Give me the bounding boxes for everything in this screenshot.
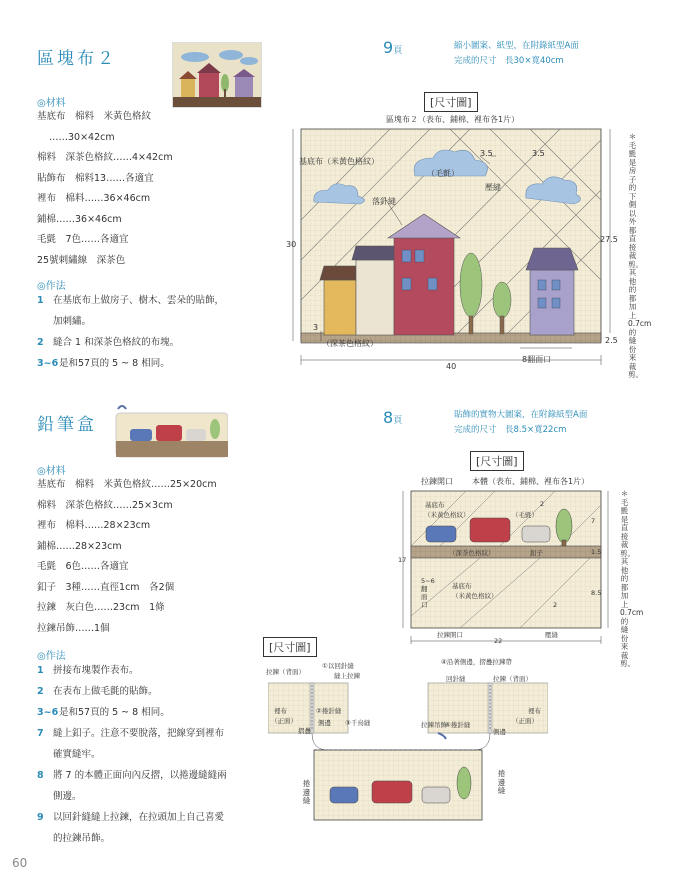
diagram2-button-label: 釦子: [530, 549, 543, 557]
diagram3-step1b: 縫上拉鍊: [334, 672, 360, 680]
step-item: 1 在基底布上做房子、樹木、雲朵的貼飾，: [37, 295, 225, 306]
project1-method-heading: ◎作法: [37, 281, 66, 292]
diagram3-side2: 側邊: [493, 728, 506, 736]
diagram2-back-stitch: 壓縫: [545, 631, 558, 639]
project1-thumbnail: [172, 42, 262, 108]
project1-title: 區塊布２: [37, 49, 117, 69]
diagram3-zipper-back2: 拉鍊（背面）: [493, 675, 532, 683]
project1-materials-heading: ◎材料: [37, 98, 66, 109]
step-item: 3~6是和57頁的 5 ~ 8 相同。: [37, 358, 170, 369]
project1-page-ref: 9頁: [383, 38, 403, 57]
material-item: 釦子 3種……直徑1cm 各2個: [37, 581, 175, 593]
diagram1-dim-35a: 3.5: [480, 149, 493, 158]
diagram2-base-label1: 基底布: [425, 501, 445, 509]
diagram3-zipper-pull: 拉鍊吊飾: [421, 721, 447, 729]
diagram3-step1a: ①以回針縫: [322, 662, 354, 670]
project1-materials-list: [37, 107, 173, 271]
project1-note: 縮小圖案、紙型，在附錄紙型A面 完成的尺寸 長30×寬40cm: [454, 41, 579, 66]
material-item: 拉鍊 灰白色……23cm 1條: [37, 602, 165, 613]
diagram1-heading: [尺寸圖]: [424, 92, 478, 112]
step-continuation: 加刺繡。: [53, 316, 92, 327]
diagram2-heading: [尺寸圖]: [470, 451, 524, 471]
step-item: 8 將 7 的本體正面向內反摺，以捲邊縫縫兩: [37, 770, 227, 781]
diagram1-dark-label: （深茶色格紋）: [322, 339, 378, 348]
diagram2-dim-15: 1.5: [591, 548, 602, 556]
diagram1-opening: 8翻面口: [522, 355, 552, 364]
diagram2-base-label2: （米黃色格紋）: [424, 511, 470, 519]
material-item: 裡布 棉料……36×46cm: [37, 193, 151, 204]
project2-page-ref: 8頁: [383, 408, 403, 427]
material-item: 棉料 深茶色格紋……4×42cm: [37, 152, 173, 163]
diagram3-lining2b: （正面）: [512, 717, 538, 725]
step-continuation: 側邊。: [53, 791, 82, 802]
project2-steps: [37, 660, 227, 849]
step-item: 7 縫上釦子。注意不要脫落，把線穿到裡布: [37, 728, 225, 739]
project1-steps: [37, 290, 224, 374]
diagram1-side-note: ＊毛氈是房子的下側以外都直接裁剪。其他的都加上0.7cm的縫份來裁剪。: [628, 132, 652, 379]
diagram1-subtitle: 區塊布２（表布、鋪棉、裡布各1片）: [386, 115, 520, 124]
diagram3-whip-left: 捲邊縫: [302, 779, 311, 805]
diagram3-step2: ②捲針縫: [316, 707, 342, 715]
project2-materials-heading: ◎材料: [37, 466, 66, 477]
material-item: 拉鍊吊飾……1個: [37, 622, 110, 634]
diagram2-side-note: ＊毛氈是直接裁剪。其他的都加上0.7cm的縫份來裁剪。: [620, 489, 644, 668]
step-item: 9 以回針縫縫上拉鍊，在拉頭加上自己喜愛: [37, 812, 225, 823]
diagram1-running-stitch: 落針縫: [372, 197, 396, 206]
material-item: 裡布 棉料……28×23cm: [37, 520, 151, 531]
project2-materials-list: [37, 475, 217, 639]
material-item: 25號刺繡線 深茶色: [37, 254, 126, 266]
material-item: 基底布 棉料 米黃色格紋……25×20cm: [37, 479, 217, 490]
diagram3-back-stitch: 回針縫: [446, 675, 466, 683]
diagram3-lining2a: 裡布: [528, 707, 541, 715]
diagram3-heading: [尺寸圖]: [263, 637, 317, 657]
diagram3-step3: ③千鳥縫: [345, 719, 371, 727]
diagram3-side: 側邊: [318, 719, 331, 727]
project2-title: 鉛筆盒: [37, 415, 97, 435]
material-item: 毛氈 7色……各適宜: [37, 234, 129, 245]
diagram3-fold: 摺疊: [298, 727, 311, 735]
diagram2-dim-2b: 2: [553, 601, 558, 609]
step-continuation: 確實縫牢。: [53, 749, 101, 760]
material-item: 鋪棉……28×23cm: [37, 540, 122, 552]
material-item: 棉料 深茶色格紋……25×3cm: [37, 499, 173, 511]
diagram3-lining-b: （正面）: [271, 717, 297, 725]
project2-method-heading: ◎作法: [37, 651, 66, 662]
material-item: 鋪棉……36×46cm: [37, 213, 122, 225]
step-item: 2 在表布上做毛氈的貼飾。: [37, 686, 158, 697]
material-item: 毛氈 6色……各適宜: [37, 561, 129, 572]
diagram2-base-label3: 基底布: [452, 582, 472, 590]
diagram1-dim-40: 40: [446, 362, 457, 371]
diagram2-opening-top: 拉鍊開口: [421, 477, 453, 486]
diagram1-dim-25: 2.5: [605, 336, 618, 345]
diagram2-opening-bottom: 拉鍊開口: [437, 631, 463, 639]
project2-thumbnail: [112, 403, 228, 459]
material-item: 基底布 棉料 米黃色格紋: [37, 111, 152, 122]
diagram1-dim-3: 3: [313, 323, 319, 332]
material-item: ……30×42cm: [49, 131, 115, 143]
diagram2-opening-side: 5~6翻面口: [421, 577, 435, 609]
diagram3-lining-a: 裡布: [274, 707, 287, 715]
diagram3-whip-right: 捲邊縫: [497, 769, 506, 795]
diagram1-dim-275: 27.5: [600, 235, 618, 244]
diagram2-dim-7: 7: [591, 517, 596, 525]
diagram2-subtitle: 本體（表布、鋪棉、裡布各1片）: [472, 477, 590, 486]
project2-note: 貼飾的實物大圖案，在附錄紙型A面 完成的尺寸 長8.5×寬22cm: [454, 410, 588, 435]
diagram3-zipper-back: 拉鍊（背面）: [266, 668, 305, 676]
diagram1-dim-35b: 3.5: [532, 149, 545, 158]
page-number: 60: [12, 856, 28, 870]
diagram2-dim-22: 22: [494, 637, 503, 645]
diagram2-base-label4: （米黃色格紋）: [452, 592, 498, 600]
diagram1-back-stitch: 壓縫: [485, 183, 501, 192]
diagram1-felt-label: （毛氈）: [427, 169, 459, 178]
diagram2-dark-label: （深茶色格紋）: [449, 549, 495, 557]
diagram3-step4: ④沿著側邊，摺疊拉鍊帶: [441, 658, 512, 666]
diagram2-dim-2a: 2: [540, 500, 545, 508]
step-continuation: 的拉鍊吊飾。: [53, 833, 111, 844]
material-item: 貼飾布 棉料13……各適宜: [37, 172, 154, 184]
step-item: 3~6是和57頁的 5 ~ 8 相同。: [37, 707, 170, 718]
diagram3-step5: ⑤捲針縫: [445, 721, 471, 729]
diagram1-dim-30: 30: [286, 240, 297, 249]
diagram2-dim-85: 8.5: [591, 589, 602, 597]
step-item: 1 拼接布塊製作表布。: [37, 665, 139, 676]
diagram1-base-label: 基底布（米黃色格紋）: [299, 157, 379, 166]
diagram2-felt-label: （毛氈）: [512, 511, 538, 519]
diagram2-dim-17: 17: [398, 556, 407, 564]
step-item: 2 縫合 1 和深茶色格紋的布塊。: [37, 337, 180, 348]
